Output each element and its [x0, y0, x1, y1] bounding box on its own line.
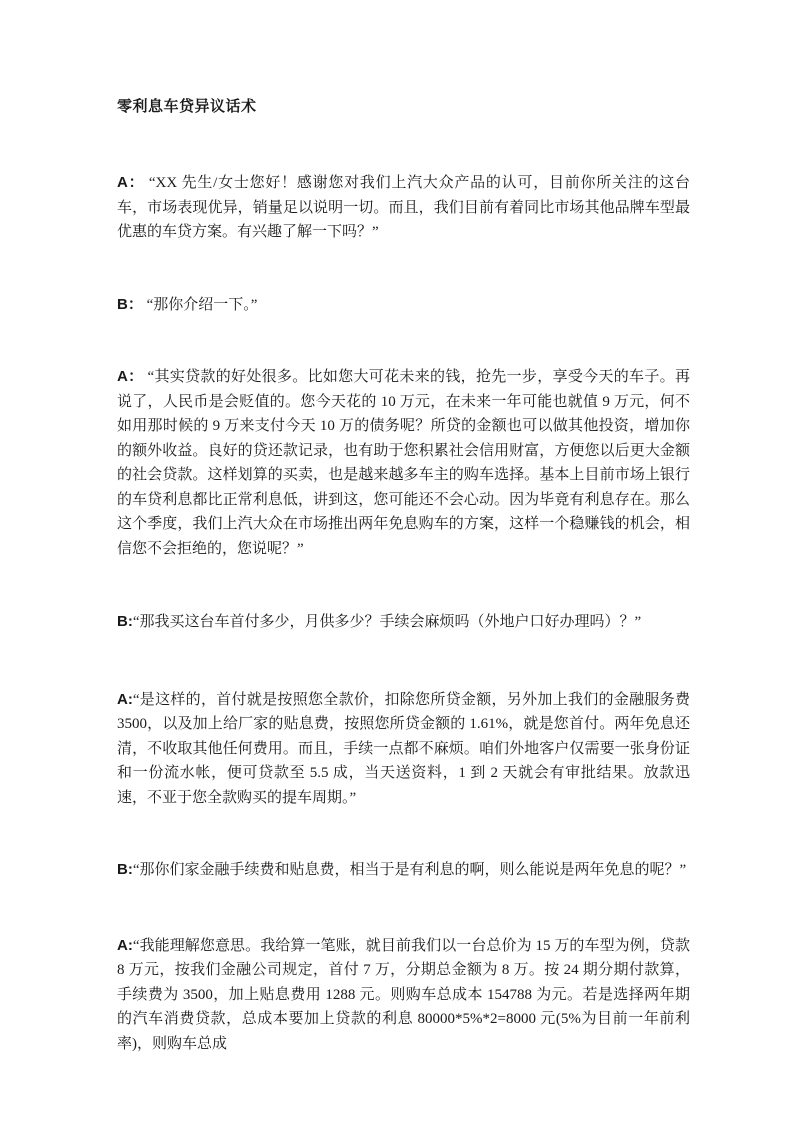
speaker-label-a: A:	[117, 936, 133, 954]
speaker-label-b: B:	[117, 613, 133, 630]
dialogue-text: “其实贷款的好处很多。比如您大可花未来的钱，抢先一步，享受今天的车子。再说了，人民币是会贬值的。您今天花的 10 万元，在未来一年可能也就值 9 万元，何不如用那时候的 9 万来支付今天 10 万的债务呢？所贷的金额也可以做其他投资，增加你的额外收益。良好的贷还款记录，也有助于您积累社会信用财富，方便您以后更大金额的社会贷款。这样划算的买卖，也是越来越多车主的购车选择。基本上目前市场上银行的车贷利息都比正常利息低，讲到这，您可能还不会心动。因为毕竟有利息存在。那么这个季度，我们上汽大众在市场推出两年免息购车的方案，这样一个稳赚钱的机会，相信您不会拒绝的，您说呢？”	[117, 369, 690, 557]
dialogue-text: “我能理解您意思。我给算一笔账，就目前我们以一台总价为 15 万的车型为例，贷款 8 万元，按我们金融公司规定，首付 7 万，分期总金额为 8 万。按 24 期分期付款算，手续费为 3500，加上贴息费用 1288 元。则购车总成本 154788 为元。若是选择两年期的汽车消费贷款，总成本要加上贷款的利息 80000*5%*2=8000 元(5%为目前一年前利率)，则购车总成	[117, 937, 690, 1052]
dialogue-paragraph-a2	[117, 365, 690, 561]
speaker-label-a: A：	[117, 368, 144, 385]
speaker-label-a: A:	[117, 690, 133, 708]
dialogue-paragraph-a4	[117, 934, 690, 1057]
speaker-label-b: B:	[117, 861, 133, 878]
dialogue-paragraph-b3	[117, 858, 690, 883]
dialogue-paragraph-b1	[117, 293, 690, 318]
speaker-label-b: B：	[117, 295, 143, 313]
dialogue-text: “那你们家金融手续费和贴息费，相当于是有利息的啊，则么能说是两年免息的呢？”	[132, 862, 687, 878]
document-title: 零利息车贷异议话术	[117, 99, 257, 115]
dialogue-text: “那我买这台车首付多少，月供多少？手续会麻烦吗（外地户口好办理吗）？”	[132, 614, 642, 630]
dialogue-text: “那你介绍一下。”	[142, 296, 258, 313]
dialogue-text: “是这样的，首付就是按照您全款价，扣除您所贷金额，另外加上我们的金融服务费 3500，以及加上给厂家的贴息费，按照您所贷金额的 1.61%，就是您首付。两年免息还清，不收取其他任何费用。而且，手续一点都不麻烦。咱们外地客户仅需要一张身份证和一份流水帐，便可贷款至 5.5 成，当天送资料，1 到 2 天就会有审批结果。放款迅速，不亚于您全款购买的提车周期。”	[117, 691, 690, 806]
dialogue-paragraph-a3	[117, 688, 690, 811]
dialogue-text: “XX 先生/女士您好！感谢您对我们上汽大众产品的认可，目前你所关注的这台车，市场表现优异，销量足以说明一切。而且，我们目前有着同比市场其他品牌车型最优惠的车贷方案。有兴趣了解一下吗？”	[117, 175, 690, 240]
speaker-label-a: A：	[117, 174, 145, 191]
dialogue-paragraph-b2	[117, 610, 690, 635]
dialogue-paragraph-a1	[117, 171, 690, 245]
